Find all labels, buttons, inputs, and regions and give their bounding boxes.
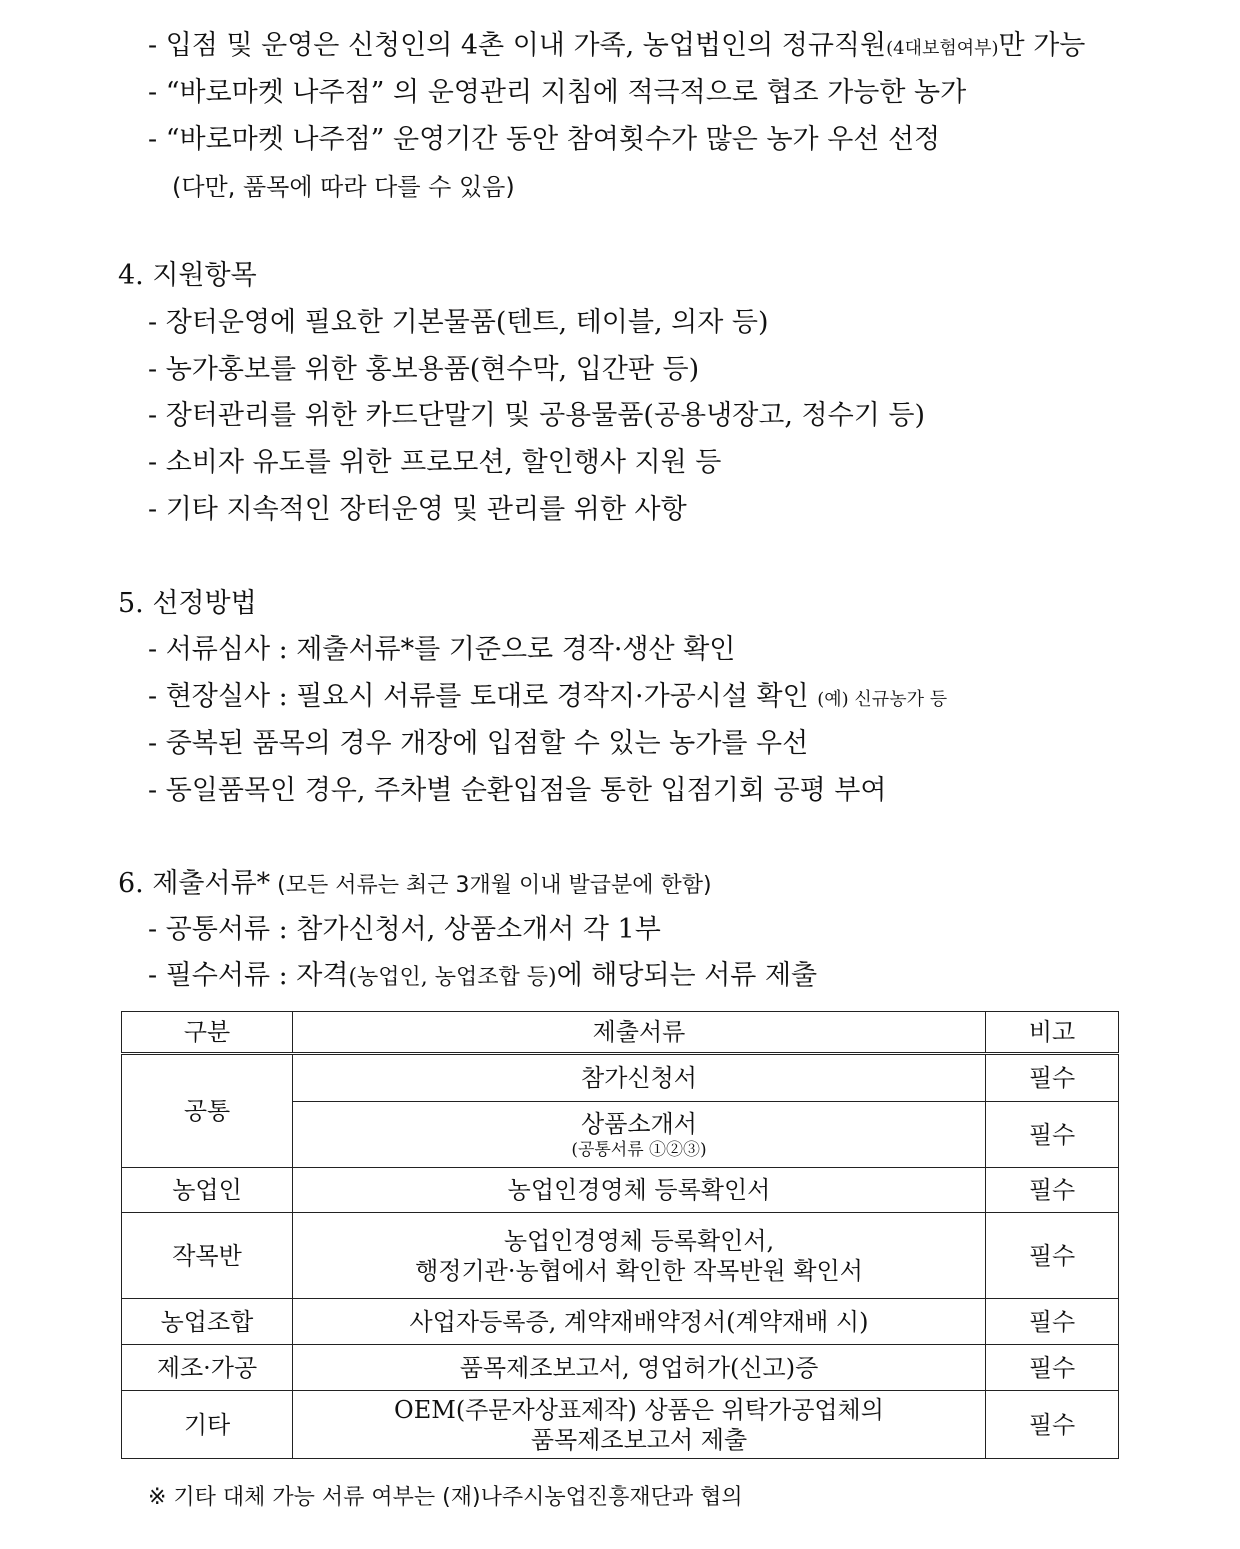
table-cell-document-line: 농업인경영체 등록확인서, xyxy=(503,1226,775,1255)
section5-item: - 동일품목인 경우, 주차별 순환입점을 통한 입점기회 공평 부여 xyxy=(148,775,887,806)
table-cell-document-sub: (공통서류 ①②③) xyxy=(571,1139,707,1160)
table-cell-category: 농업조합 xyxy=(122,1299,293,1345)
section6-heading-text: 6. 제출서류* xyxy=(118,868,271,899)
section4-item: - 장터관리를 위한 카드단말기 및 공용물품(공용냉장고, 정수기 등) xyxy=(148,400,925,431)
table-cell-document: 사업자등록증, 계약재배약정서(계약재배 시) xyxy=(293,1299,986,1345)
intro-bullet-note: (다만, 품목에 따라 다를 수 있음) xyxy=(172,173,515,201)
table-row xyxy=(122,1054,1119,1102)
section4-item: - 소비자 유도를 위한 프로모션, 할인행사 지원 등 xyxy=(148,447,722,478)
intro-bullet-1-small: (4대보험여부) xyxy=(886,38,999,59)
table-cell-document: 품목제조보고서, 영업허가(신고)증 xyxy=(293,1345,986,1391)
table-header: 제출서류 xyxy=(293,1012,986,1054)
table-header: 구분 xyxy=(122,1012,293,1054)
section4-item: - 기타 지속적인 장터운영 및 관리를 위한 사항 xyxy=(148,494,687,525)
table-cell-document: 농업인경영체 등록확인서 xyxy=(293,1168,986,1213)
table-cell-note: 필수 xyxy=(986,1168,1119,1213)
section6-item-tail: 에 해당되는 서류 제출 xyxy=(556,960,818,991)
section6-item xyxy=(148,958,817,996)
section6-item-text: - 필수서류 : 자격 xyxy=(148,960,349,991)
table-header-row xyxy=(122,1012,1119,1054)
table-cell-document-line: 행정기관·농협에서 확인한 작목반원 확인서 xyxy=(415,1256,863,1285)
section4-item: - 농가홍보를 위한 홍보용품(현수막, 입간판 등) xyxy=(148,354,700,385)
table-cell-document-text: 상품소개서 xyxy=(581,1109,697,1138)
table-cell-category: 제조·가공 xyxy=(122,1345,293,1391)
table-cell-note: 필수 xyxy=(986,1391,1119,1459)
section6-item-small: (농업인, 농업조합 등) xyxy=(348,965,557,990)
table-cell-document-line: 품목제조보고서 제출 xyxy=(530,1425,748,1454)
documents-table xyxy=(121,1011,1119,1459)
table-cell-note: 필수 xyxy=(986,1102,1119,1168)
section6-item: - 공통서류 : 참가신청서, 상품소개서 각 1부 xyxy=(148,914,661,945)
footnote: ※ 기타 대체 가능 서류 여부는 (재)나주시농업진흥재단과 협의 xyxy=(148,1485,743,1510)
section6-heading-note: (모든 서류는 최근 3개월 이내 발급분에 한함) xyxy=(270,873,712,898)
table-cell-category: 기타 xyxy=(122,1391,293,1459)
section6-heading xyxy=(118,866,712,904)
table-cell-document xyxy=(293,1391,986,1459)
table-cell-category: 작목반 xyxy=(122,1213,293,1299)
table-cell-document xyxy=(293,1213,986,1299)
table-cell-document-line: OEM(주문자상표제작) 상품은 위탁가공업체의 xyxy=(394,1395,884,1424)
table-cell-document: 참가신청서 xyxy=(293,1054,986,1102)
intro-bullet-1-tail: 만 가능 xyxy=(998,30,1086,61)
section4-heading: 4. 지원항목 xyxy=(118,260,257,291)
table-cell-category: 농업인 xyxy=(122,1168,293,1213)
intro-bullet-2: - “바로마켓 나주점” 의 운영관리 지침에 적극적으로 협조 가능한 농가 xyxy=(148,77,967,108)
section5-heading: 5. 선정방법 xyxy=(118,588,257,619)
intro-bullet-1-text: - 입점 및 운영은 신청인의 4촌 이내 가족, 농업법인의 정규직원 xyxy=(148,30,887,61)
section5-item: - 서류심사 : 제출서류*를 기준으로 경작·생산 확인 xyxy=(148,634,736,665)
section4-item: - 장터운영에 필요한 기본물품(텐트, 테이블, 의자 등) xyxy=(148,307,769,338)
table-row xyxy=(122,1299,1119,1345)
table-cell-note: 필수 xyxy=(986,1213,1119,1299)
table-row xyxy=(122,1345,1119,1391)
table-cell-category: 공통 xyxy=(122,1054,293,1168)
table-cell-note: 필수 xyxy=(986,1345,1119,1391)
intro-bullet-3: - “바로마켓 나주점” 운영기간 동안 참여횟수가 많은 농가 우선 선정 xyxy=(148,124,941,155)
table-cell-document xyxy=(293,1102,986,1168)
table-row xyxy=(122,1213,1119,1299)
intro-bullet-1 xyxy=(148,28,1085,67)
section5-item-small: (예) 신규농가 등 xyxy=(817,689,948,710)
table-row xyxy=(122,1391,1119,1459)
table-header: 비고 xyxy=(986,1012,1119,1054)
section5-item-text: - 현장실사 : 필요시 서류를 토대로 경작지·가공시설 확인 xyxy=(148,681,818,712)
section5-item xyxy=(148,679,947,718)
table-cell-note: 필수 xyxy=(986,1299,1119,1345)
table-row xyxy=(122,1168,1119,1213)
table-cell-note: 필수 xyxy=(986,1054,1119,1102)
section5-item: - 중복된 품목의 경우 개장에 입점할 수 있는 농가를 우선 xyxy=(148,728,809,759)
